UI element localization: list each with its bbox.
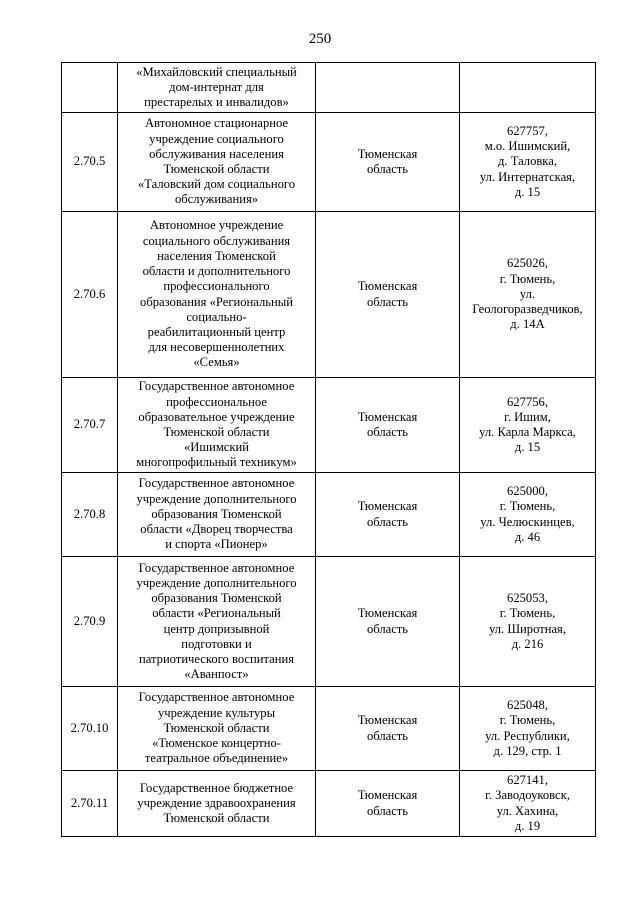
organization-name-cell-line: Государственное автономное: [138, 379, 295, 394]
organization-name-cell-line: Автономное стационарное: [144, 116, 289, 131]
address-cell-line: 625000,: [507, 484, 548, 499]
address-cell: [460, 473, 596, 557]
region-cell: [316, 473, 460, 557]
address-cell: [460, 113, 596, 212]
organization-name-cell-line: социального обслуживания: [142, 233, 291, 248]
table-row: [62, 771, 596, 837]
organization-name-cell-line: Государственное автономное: [138, 690, 295, 705]
region-cell-line: область: [366, 621, 409, 636]
region-cell-line: Тюменская: [357, 279, 418, 294]
address-cell-line: г. Тюмень,: [499, 499, 556, 514]
organization-name-cell-line: учреждение дополнительного: [136, 575, 297, 590]
address-cell-line: 625053,: [507, 591, 548, 606]
organization-name-cell-line: «Тюменское концертно-: [152, 736, 281, 751]
address-cell-line: д. 14А: [510, 317, 545, 332]
region-cell: [316, 212, 460, 378]
address-cell-line: д. 216: [511, 636, 544, 651]
organization-name-cell-line: образования Тюменской: [151, 591, 282, 606]
region-cell: [316, 771, 460, 837]
region-cell-line: область: [366, 514, 409, 529]
row-number-cell: 2.70.8: [62, 473, 118, 557]
organization-name-cell: [118, 771, 316, 837]
table-row: [62, 63, 596, 113]
organization-name-cell-line: учреждение социального: [149, 131, 284, 146]
organization-name-cell: [118, 63, 316, 113]
registry-table-body: [62, 63, 596, 837]
row-number-cell: 2.70.6: [62, 212, 118, 378]
region-cell: [316, 63, 460, 113]
table-row: [62, 557, 596, 687]
address-cell-line: 625026,: [507, 256, 548, 271]
address-cell-line: д. Таловка,: [498, 154, 557, 169]
address-cell-line: д. 15: [514, 440, 541, 455]
region-cell-line: область: [366, 294, 409, 309]
address-cell: [460, 771, 596, 837]
organization-name-cell-line: профессиональное: [166, 394, 267, 409]
registry-table: [61, 62, 596, 837]
address-cell-line: г. Тюмень,: [499, 713, 556, 728]
organization-name-cell-line: образования «Региональный: [140, 294, 293, 309]
row-number-cell: 2.70.7: [62, 378, 118, 473]
organization-name-cell-line: «Таловский дом социального: [137, 177, 296, 192]
address-cell-line: г. Тюмень,: [499, 606, 556, 621]
address-cell-line: г. Заводоуковск,: [485, 788, 570, 803]
address-cell-line: д. 46: [514, 529, 541, 544]
organization-name-cell-line: обслуживания»: [174, 192, 259, 207]
address-cell-line: д. 19: [514, 818, 541, 833]
organization-name-cell-line: Тюменской области: [163, 425, 270, 439]
organization-name-cell-line: Тюменской области: [163, 162, 270, 176]
region-cell-line: Тюменская: [357, 713, 418, 728]
organization-name-cell-line: обслуживания населения: [149, 146, 284, 161]
table-row: [62, 473, 596, 557]
address-cell: [460, 557, 596, 687]
address-cell-line: 627756,: [507, 394, 548, 409]
address-cell-line: 627141,: [507, 773, 548, 788]
organization-name-cell: [118, 557, 316, 687]
address-cell-line: 625048,: [507, 698, 548, 713]
address-cell-line: ул. Широтная,: [489, 621, 566, 636]
region-cell-line: Тюменская: [357, 499, 418, 514]
address-cell-line: ул. Хахина,: [496, 803, 559, 818]
table-row: [62, 113, 596, 212]
organization-name-cell-line: Государственное автономное: [138, 476, 295, 491]
organization-name-cell-line: Тюменской области: [163, 811, 270, 826]
organization-name-cell-line: учреждение культуры: [157, 705, 276, 720]
organization-name-cell: [118, 212, 316, 378]
organization-name-cell-line: подготовки и: [181, 636, 252, 651]
organization-name-cell-line: социально-: [186, 309, 247, 324]
address-cell-line: м.о. Ишимский,: [484, 139, 571, 154]
table-row: [62, 212, 596, 378]
row-number-cell: 2.70.10: [62, 687, 118, 771]
region-cell: [316, 113, 460, 212]
region-cell-line: область: [366, 425, 409, 439]
row-number-cell: [62, 63, 118, 113]
organization-name-cell-line: «Семья»: [193, 355, 240, 370]
organization-name-cell-line: реабилитационный центр: [147, 324, 286, 339]
organization-name-cell-line: профессионального: [163, 279, 270, 294]
address-cell-line: г. Тюмень,: [499, 271, 556, 286]
organization-name-cell-line: учреждение здравоохранения: [137, 795, 296, 810]
region-cell-line: Тюменская: [357, 606, 418, 621]
organization-name-cell: [118, 378, 316, 473]
region-cell-line: область: [366, 803, 409, 818]
organization-name-cell-line: Автономное учреждение: [149, 218, 284, 233]
organization-name-cell: [118, 113, 316, 212]
organization-name-cell-line: образовательное учреждение: [138, 409, 295, 424]
organization-name-cell-line: Государственное автономное: [138, 560, 295, 575]
address-cell-line: д. 129, стр. 1: [493, 743, 562, 758]
organization-name-cell-line: «Аванпост»: [184, 667, 249, 682]
organization-name-cell-line: области «Региональный: [152, 606, 281, 621]
organization-name-cell-line: многопрофильный техникум»: [136, 455, 297, 470]
organization-name-cell-line: патриотического воспитания: [138, 651, 295, 666]
region-cell-line: Тюменская: [357, 409, 418, 424]
organization-name-cell-line: центр допризывной: [163, 621, 270, 636]
organization-name-cell: [118, 473, 316, 557]
row-number-cell: 2.70.11: [62, 771, 118, 837]
address-cell: [460, 212, 596, 378]
organization-name-cell-line: театральное объединение»: [144, 751, 289, 766]
region-cell-line: Тюменская: [357, 788, 418, 803]
organization-name-cell-line: Государственное бюджетное: [139, 780, 294, 795]
table-row: [62, 378, 596, 473]
row-number-cell: 2.70.5: [62, 113, 118, 212]
organization-name-cell-line: «Михайловский специальный: [136, 64, 297, 79]
region-cell: [316, 557, 460, 687]
organization-name-cell: [118, 687, 316, 771]
organization-name-cell-line: области «Дворец творчества: [140, 522, 293, 537]
address-cell-line: д. 15: [514, 184, 541, 199]
address-cell-line: ул. Челюскинцев,: [480, 514, 575, 529]
address-cell-line: Геологоразведчиков,: [472, 302, 583, 317]
address-cell: [460, 687, 596, 771]
address-cell-line: ул.: [519, 286, 536, 301]
organization-name-cell-line: «Ишимский: [184, 440, 249, 455]
region-cell: [316, 687, 460, 771]
address-cell-line: ул. Карла Маркса,: [479, 425, 576, 439]
organization-name-cell-line: области и дополнительного: [142, 264, 291, 279]
region-cell: [316, 378, 460, 473]
address-cell-line: ул. Республики,: [485, 728, 570, 743]
table-row: [62, 687, 596, 771]
address-cell: [460, 378, 596, 473]
organization-name-cell-line: для несовершеннолетних: [148, 340, 285, 355]
region-cell-line: область: [366, 728, 409, 743]
address-cell-line: г. Ишим,: [504, 409, 551, 424]
organization-name-cell-line: учреждение дополнительного: [136, 491, 297, 506]
organization-name-cell-line: Тюменской области: [163, 720, 270, 735]
region-cell-line: область: [366, 162, 409, 176]
page-number: 250: [308, 31, 332, 47]
organization-name-cell-line: престарелых и инвалидов»: [144, 95, 289, 110]
address-cell: [460, 63, 596, 113]
organization-name-cell-line: образования Тюменской: [151, 506, 282, 521]
row-number-cell: 2.70.9: [62, 557, 118, 687]
region-cell-line: Тюменская: [357, 146, 418, 161]
address-cell-line: 627757,: [507, 123, 548, 138]
organization-name-cell-line: и спорта «Пионер»: [165, 537, 268, 552]
organization-name-cell-line: дом-интернат для: [169, 79, 264, 94]
organization-name-cell-line: населения Тюменской: [157, 248, 276, 263]
address-cell-line: ул. Интернатская,: [479, 169, 576, 184]
